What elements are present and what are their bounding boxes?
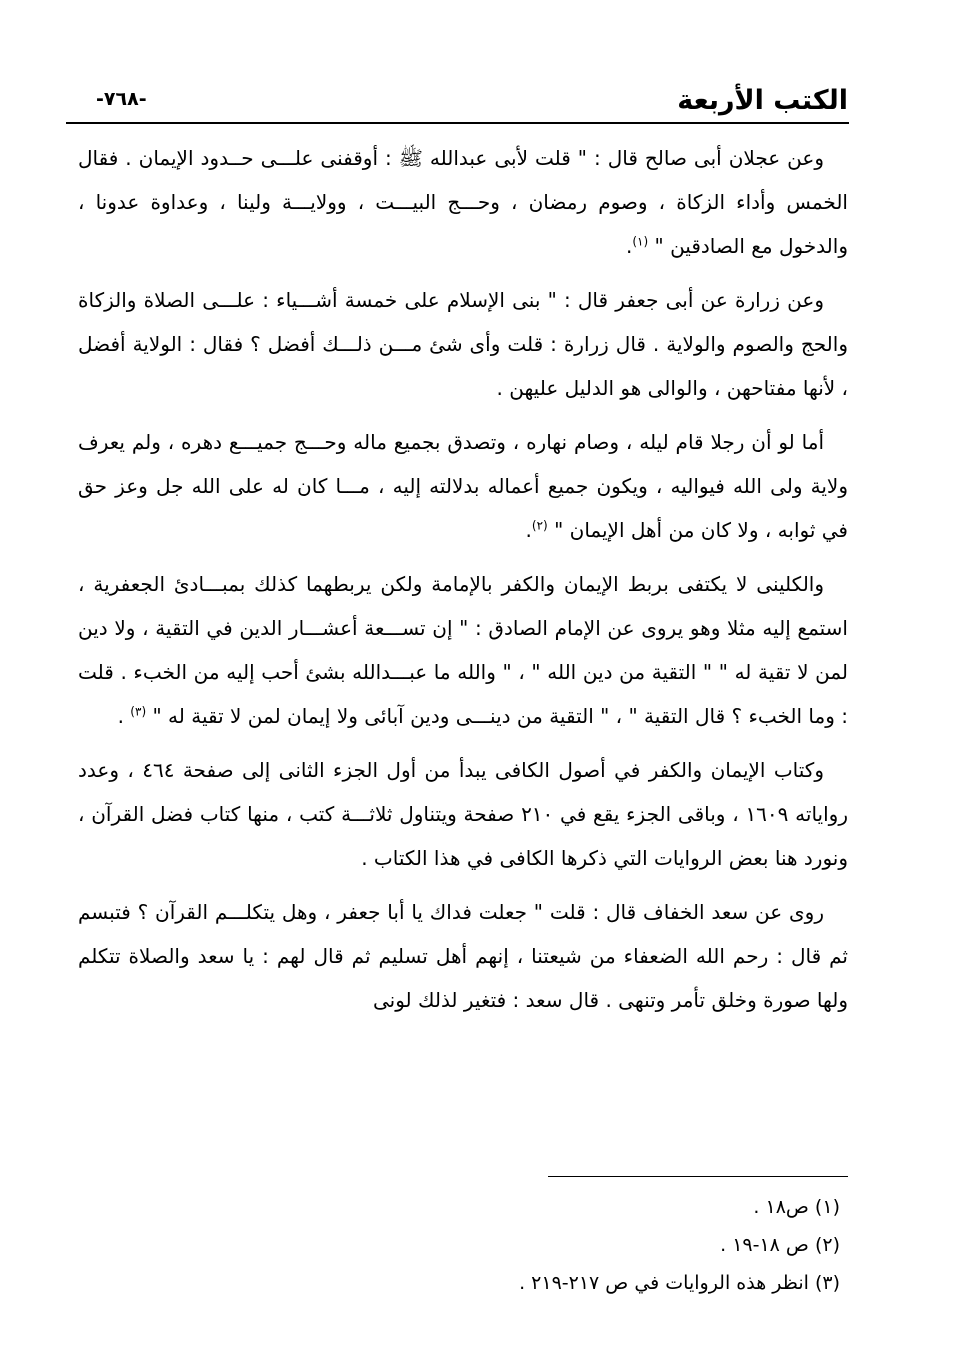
footnote: (٢) ص ١٨-١٩ .: [720, 1234, 840, 1256]
paragraph-text: وكتاب الإيمان والكفر في أصول الكافى يبدأ من أول الجزء الثانى إلى صفحة ٤٦٤ ، وعدد رواياته ١٦٠٩ ، وباقى الجزء يقع في ٢١٠ صفحة ويتناول ثلاثـــة كتب ، منها كتاب فضل القرآن ، ونورد هنا بعض الروايات التي ذكرها الكافى في هذا الكتاب .: [78, 758, 848, 870]
paragraph-text: أما لو أن رجلا قام ليله ، وصام نهاره ، وتصدق بجميع ماله وحـــج جميـــع دهره ، ولم يعرف ولاية ولى الله فيواليه ، ويكون جميع أعماله بدلالته إليه ، مـــا كان له على الله جل وعز حق في ثوابه ، ولا كان من أهل الإيمان ": [78, 430, 848, 542]
page-number: -٧٦٨-: [96, 88, 147, 110]
footnote-divider: [548, 1176, 848, 1177]
paragraph: أما لو أن رجلا قام ليله ، وصام نهاره ، وتصدق بجميع ماله وحـــج جميـــع دهره ، ولم يعرف ولاية ولى الله فيواليه ، ويكون جميع أعماله بدلالته إليه ، مـــا كان له على الله جل وعز حق في ثوابه ، ولا كان من أهل الإيمان " $^{(٢)}$.: [78, 430, 848, 542]
paragraph: [78, 890, 848, 1022]
paragraph-text: وعن زرارة عن أبى جعفر قال : " بنى الإسلام على خمسة أشـــياء : علـــى الصلاة والزكاة والحج والصوم والولاية . قال زرارة : قلت وأى شئ مـــن ذلـــك أفضل ؟ فقال : الولاية أفضل ، لأنها مفتاحهن ، والوالى هو الدليل عليهن .: [78, 288, 848, 400]
paragraph: [78, 748, 848, 880]
footnote-marker: (٣): [130, 704, 147, 719]
page-header: [80, 82, 848, 122]
paragraph: والكلينى لا يكتفى بربط الإيمان والكفر بالإمامة ولكن يربطهما كذلك بمبـــادئ الجعفرية ، استمع إليه مثلا وهو يروى عن الإمام الصادق : " إن تســـعة أعشـــار الدين في التقية ، ولا دين لمن لا تقية له " " التقية من دين الله " ، " والله ما عبـــدالله بشئ أحب إليه من الخبء . قلت : وما الخبء ؟ قال التقية " ، " التقية من دينـــى ودين آبائى ولا إيمان لمن لا تقية له " $^{(٣)}$ .: [78, 572, 848, 728]
footnotes: [380, 1188, 840, 1302]
footnote: (٣) انظر هذه الروايات في ص ٢١٧-٢١٩ .: [519, 1272, 840, 1294]
header-divider: [66, 122, 849, 124]
paragraph-text: روى عن سعد الخفاف قال : قلت " جعلت فداك يا أبا جعفر ، وهل يتكلـــم القرآن ؟ فتبسم ثم قال : رحم الله الضعفاء من شيعتنا ، إنهم أهل تسليم ثم قال لهم : يا سعد والصلاة تتكلم ولها صورة وخلق تأمر وتنهى . قال سعد : فتغير لذلك لونى: [78, 900, 848, 1012]
body-text: [78, 136, 848, 1022]
paragraph: [78, 278, 848, 410]
paragraph: وعن عجلان أبى صالح قال : " قلت لأبى عبدالله ﷺ : أوقفنى علـــى حــدود الإيمان . فقال الخمس وأداء الزكاة ، وصوم رمضان ، وحـــج البيـــت ، وولايـــة ولينا ، وعداوة عدونا ، والدخول مع الصادقين " $^{(١)}$.: [78, 146, 848, 258]
paragraph-text: والكلينى لا يكتفى بربط الإيمان والكفر بالإمامة ولكن يربطهما كذلك بمبـــادئ الجعفرية ، استمع إليه مثلا وهو يروى عن الإمام الصادق : " إن تســـعة أعشـــار الدين في التقية ، ولا دين لمن لا تقية له " " التقية من دين الله " ، " والله ما عبـــدالله بشئ أحب إليه من الخبء . قلت : وما الخبء ؟ قال التقية " ، " التقية من دينـــى ودين آبائى ولا إيمان لمن لا تقية له ": [78, 572, 848, 728]
footnote-marker: (١): [632, 234, 649, 249]
paragraph-text: وعن عجلان أبى صالح قال : " قلت لأبى عبدالله ﷺ : أوقفنى علـــى حــدود الإيمان . فقال الخمس وأداء الزكاة ، وصوم رمضان ، وحـــج البيـــت ، وولايـــة ولينا ، وعداوة عدونا ، والدخول مع الصادقين ": [78, 146, 848, 258]
footnote: (١) ص١٨ .: [753, 1196, 840, 1218]
book-title: الكتب الأربعة: [677, 85, 848, 116]
footnote-marker: (٢): [531, 518, 548, 533]
